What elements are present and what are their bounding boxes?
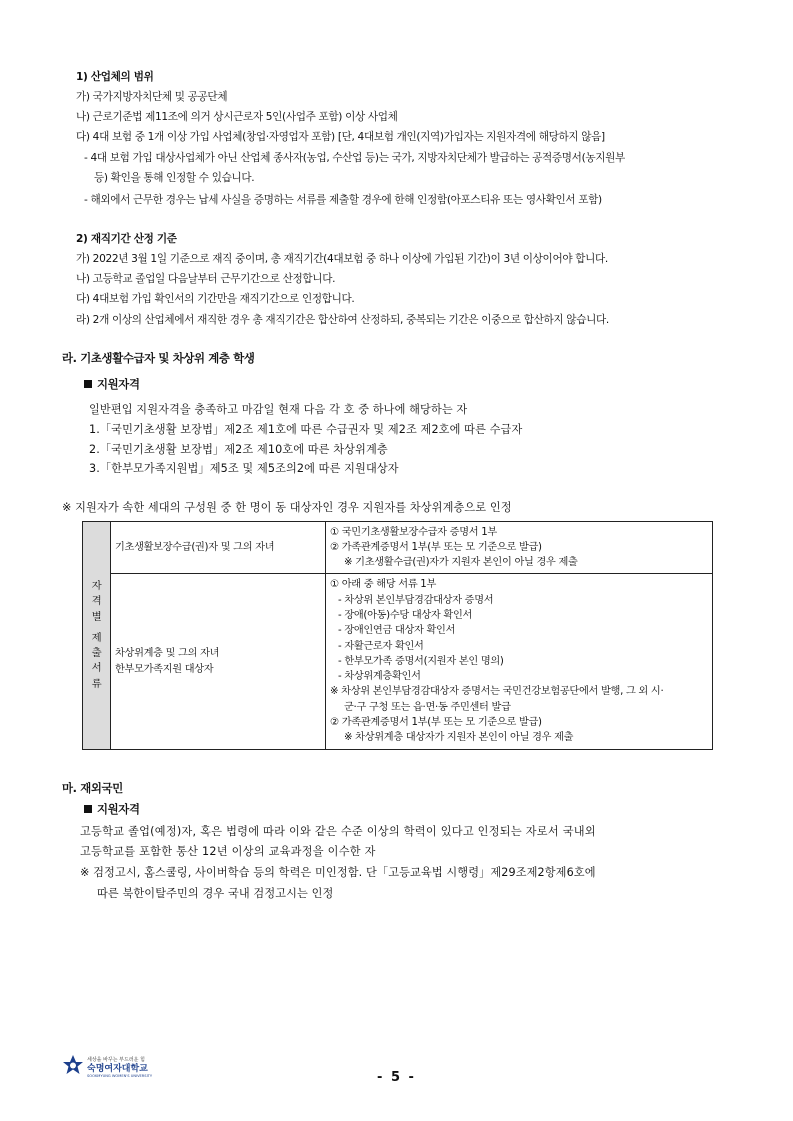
section1-item: 나) 근로기준법 제11조에 의거 상시근로자 5인(사업주 포함) 이상 사업체 bbox=[76, 111, 398, 123]
section-ma-line: 고등학교를 포함한 통산 12년 이상의 교육과정을 이수한 자 bbox=[80, 845, 376, 858]
section1-item: 가) 국가지방자치단체 및 공공단체 bbox=[76, 91, 228, 103]
section-ma-title: 마. 재외국민 bbox=[62, 781, 123, 795]
category-cell: 차상위계층 및 그의 자녀 한부모가족지원 대상자 bbox=[111, 574, 326, 750]
section1-item: 다) 4대 보험 중 1개 이상 가입 사업체(창업·자영업자 포함) [단, 4대보험 개인(지역)가입자는 지원자격에 해당하지 않음] bbox=[76, 131, 605, 143]
side-label-cell: 자 격 별 제 출 서 류 bbox=[83, 522, 111, 750]
section-ra-subtitle: 지원자격 bbox=[84, 377, 140, 391]
square-bullet-icon bbox=[84, 805, 92, 813]
section1-note: 등) 확인을 통해 인정할 수 있습니다. bbox=[94, 172, 255, 184]
section-ra-note: ※ 지원자가 속한 세대의 구성원 중 한 명이 동 대상자인 경우 지원자를 차상위계층으로 인정 bbox=[62, 501, 512, 514]
section-ra-line: 1.「국민기초생활 보장법」제2조 제1호에 따른 수급권자 및 제2조 제2호에 따른 수급자 bbox=[89, 423, 523, 436]
documents-cell: ① 아래 중 해당 서류 1부 - 차상위 본인부담경감대상자 증명서 - 장애(아동)수당 대상자 확인서 - 장애인연금 대상자 확인서 - 자활근로자 확인서 - 한부모가족 증명서(지원자 본인 명의) - 차상위계층확인서 ※ 차상위 본인부담경감대상자 증명서는 국민건강보험공단에서 발행, 그 외 시· 군·구 구청 또는 읍·면·동 주민센터 발급 ② 가족관계증명서 1부(부 또는 모 기준으로 발급) ※ 차상위계층 대상자가 지원자 본인이 아닐 경우 제출 bbox=[326, 574, 713, 750]
svg-text:숙명여자대학교: 숙명여자대학교 bbox=[87, 1064, 148, 1074]
section-ma-subtitle: 지원자격 bbox=[84, 802, 140, 816]
section1-note: - 해외에서 근무한 경우는 납세 사실을 증명하는 서류를 제출할 경우에 한해 인정함(아포스티유 또는 영사확인서 포함) bbox=[84, 194, 602, 206]
section-ma-line: 따른 북한이탈주민의 경우 국내 검정고시는 인정 bbox=[97, 887, 334, 900]
section2-item: 가) 2022년 3월 1일 기준으로 재직 중이며, 총 재직기간(4대보험 중 하나 이상에 가입된 기간)이 3년 이상이어야 합니다. bbox=[76, 253, 608, 265]
section-ra-line: 2.「국민기초생활 보장법」제2조 제10호에 따른 차상위계층 bbox=[89, 443, 388, 456]
section2-item: 라) 2개 이상의 산업체에서 재직한 경우 총 재직기간은 합산하여 산정하되, 중복되는 기간은 이중으로 합산하지 않습니다. bbox=[76, 314, 609, 326]
section-ra-line: 일반편입 지원자격을 충족하고 마감일 현재 다음 각 호 중 하나에 해당하는 자 bbox=[89, 403, 468, 416]
section2-item: 다) 4대보험 가입 확인서의 기간만을 재직기간으로 인정합니다. bbox=[76, 293, 355, 305]
required-documents-table bbox=[82, 521, 713, 750]
table-row bbox=[83, 522, 713, 574]
section1-note: - 4대 보험 가입 대상사업체가 아닌 산업체 종사자(농업, 수산업 등)는 국가, 지방자치단체가 발급하는 공적증명서(농지원부 bbox=[84, 152, 625, 164]
svg-text:세상을 바꾸는 부드러운 힘: 세상을 바꾸는 부드러운 힘 bbox=[87, 1057, 145, 1063]
section-ma-line: 고등학교 졸업(예정)자, 혹은 법령에 따라 이와 같은 수준 이상의 학력이 있다고 인정되는 자로서 국내외 bbox=[80, 825, 596, 838]
table-row bbox=[83, 574, 713, 750]
section1-title: 1) 산업체의 범위 bbox=[76, 71, 154, 83]
section-ra-line: 3.「한부모가족지원법」제5조 및 제5조의2에 따른 지원대상자 bbox=[89, 462, 399, 475]
section2-item: 나) 고등학교 졸업일 다음날부터 근무기간으로 산정합니다. bbox=[76, 273, 336, 285]
section-ra-title: 라. 기초생활수급자 및 차상위 계층 학생 bbox=[62, 351, 255, 365]
section-ma-line: ※ 검정고시, 홈스쿨링, 사이버학습 등의 학력은 미인정함. 단「고등교육법 시행령」제29조제2항제6호에 bbox=[80, 866, 596, 879]
documents-cell: ① 국민기초생활보장수급자 증명서 1부 ② 가족관계증명서 1부(부 또는 모 기준으로 발급) ※ 기초생활수급(권)자가 지원자 본인이 아닐 경우 제출 bbox=[326, 522, 713, 574]
square-bullet-icon bbox=[84, 380, 92, 388]
section2-title: 2) 재직기간 산정 기준 bbox=[76, 233, 177, 245]
svg-text:SOOKMYUNG WOMEN'S UNIVERSITY: SOOKMYUNG WOMEN'S UNIVERSITY bbox=[87, 1074, 153, 1078]
category-cell: 기초생활보장수급(권)자 및 그의 자녀 bbox=[111, 522, 326, 574]
page-number: - 5 - bbox=[377, 1070, 416, 1085]
